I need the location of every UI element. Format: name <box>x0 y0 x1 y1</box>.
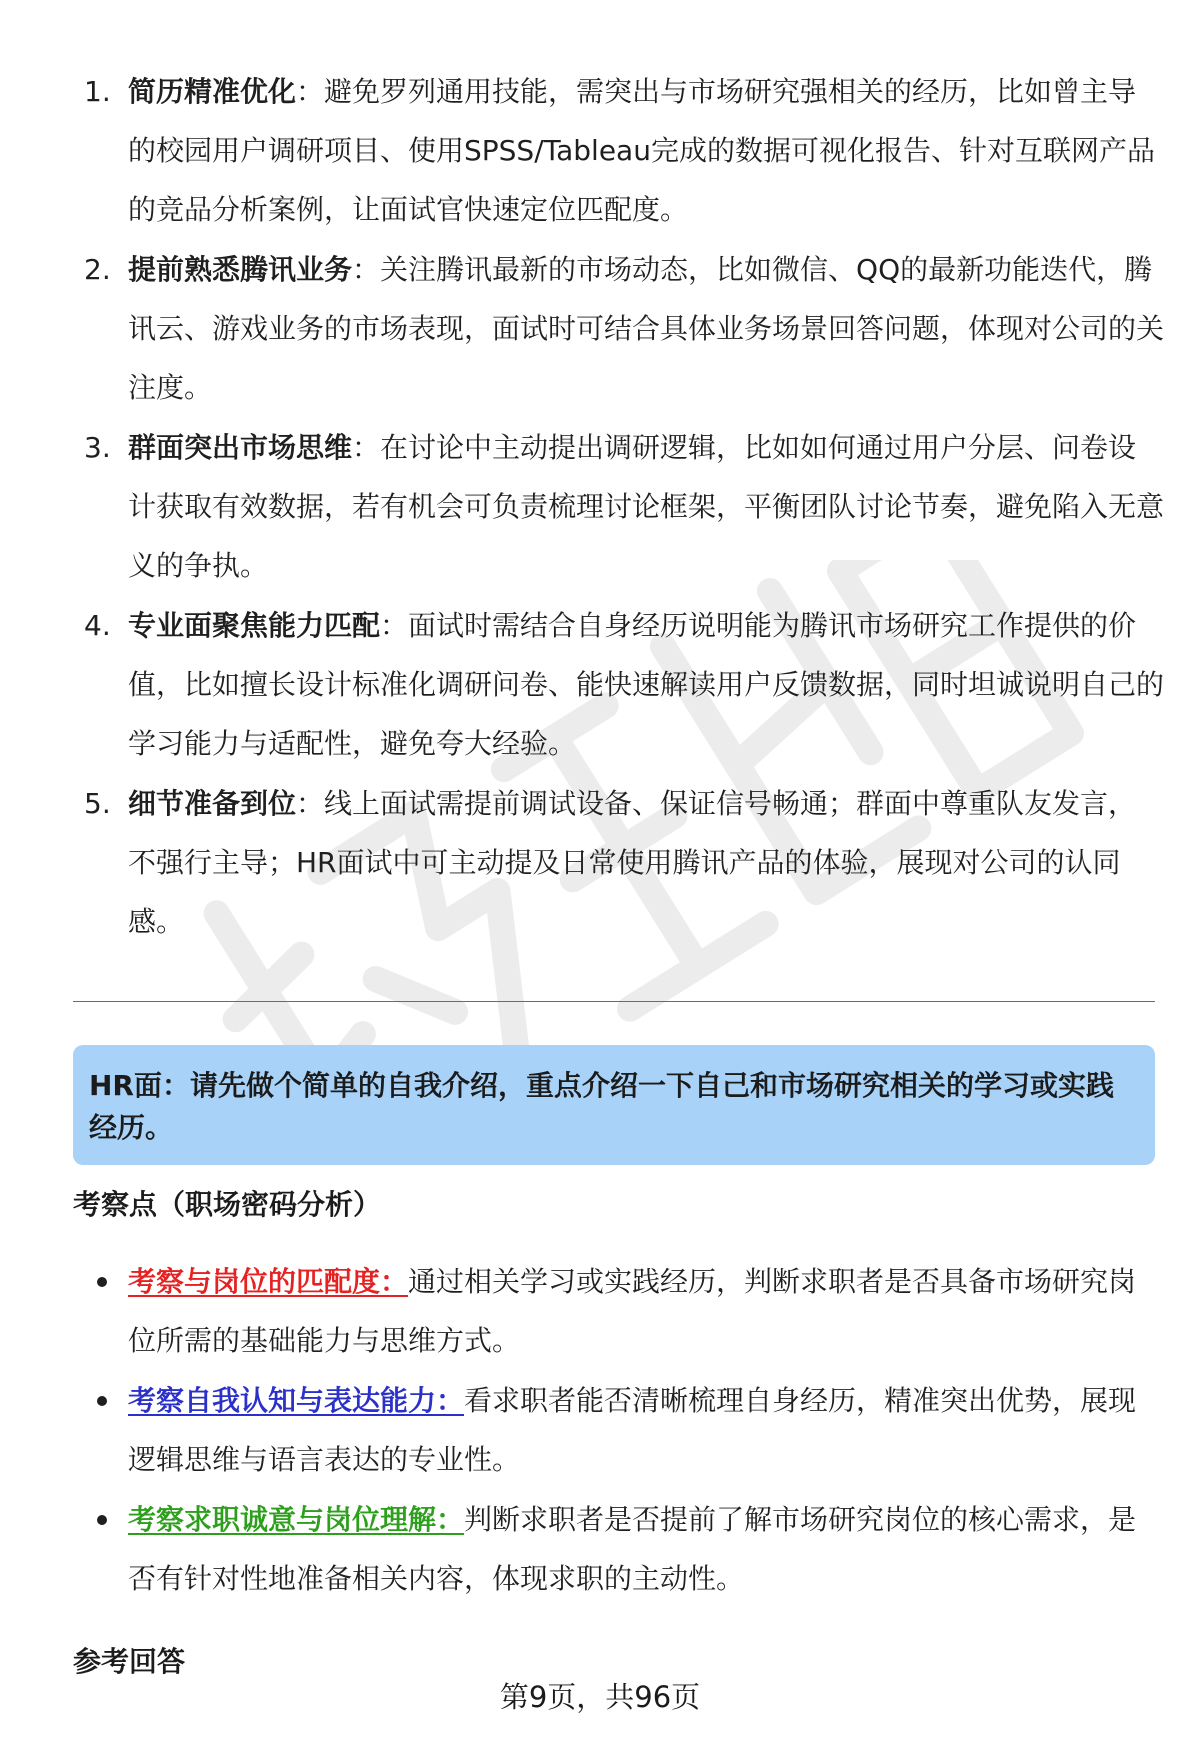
bullet-dot-icon <box>97 1277 107 1287</box>
tip-number: 2. <box>84 253 111 286</box>
analysis-heading: 考察点（职场密码分析） <box>73 1188 382 1221</box>
section-divider <box>73 1001 1155 1002</box>
point-label-link[interactable]: 考察与岗位的匹配度： <box>128 1265 409 1298</box>
tip-separator: ： <box>296 787 325 820</box>
analysis-point <box>78 1252 1164 1370</box>
tip-separator: ： <box>352 253 381 286</box>
tip-title: 细节准备到位 <box>128 787 297 820</box>
tips-list <box>78 62 1164 952</box>
analysis-point <box>78 1371 1164 1489</box>
tip-separator: ： <box>296 75 325 108</box>
analysis-point <box>78 1490 1164 1608</box>
bullet-dot-icon <box>97 1396 107 1406</box>
tip-separator: ： <box>352 431 381 464</box>
tip-item <box>78 596 1164 773</box>
tip-text: 关注腾讯最新的市场动态，比如微信、QQ的最新功能迭代，腾讯云、游戏业务的市场表现，面试时可结合具体业务场景回答问题，体现对公司的关注度。 <box>128 253 1165 404</box>
point-text: 判断求职者是否提前了解市场研究岗位的核心需求，是否有针对性地准备相关内容，体现求职的主动性。 <box>128 1503 1137 1595</box>
point-label-link[interactable]: 考察求职诚意与岗位理解： <box>128 1503 465 1536</box>
tip-text: 线上面试需提前调试设备、保证信号畅通；群面中尊重队友发言，不强行主导；HR面试中可主动提及日常使用腾讯产品的体验，展现对公司的认同感。 <box>128 787 1137 938</box>
tip-number: 4. <box>84 609 111 642</box>
answer-heading: 参考回答 <box>73 1645 186 1678</box>
tip-number: 5. <box>84 787 111 820</box>
question-box <box>73 1045 1155 1165</box>
point-label-link[interactable]: 考察自我认知与表达能力： <box>128 1384 465 1417</box>
tip-title: 群面突出市场思维 <box>128 431 353 464</box>
tip-title: 简历精准优化 <box>128 75 297 108</box>
tip-title: 提前熟悉腾讯业务 <box>128 253 353 286</box>
analysis-points-list <box>78 1252 1164 1609</box>
tip-text: 避免罗列通用技能，需突出与市场研究强相关的经历，比如曾主导的校园用户调研项目、使用SPSS/Tableau完成的数据可视化报告、针对互联网产品的竞品分析案例，让面试官快速定位匹配度。 <box>128 75 1155 226</box>
tip-item <box>78 62 1164 239</box>
page-footer: 第9页，共96页 <box>499 1680 701 1714</box>
tip-number: 3. <box>84 431 111 464</box>
bullet-dot-icon <box>97 1515 107 1525</box>
tip-text: 面试时需结合自身经历说明能为腾讯市场研究工作提供的价值，比如擅长设计标准化调研问卷、能快速解读用户反馈数据，同时坦诚说明自己的学习能力与适配性，避免夸大经验。 <box>128 609 1165 760</box>
tip-title: 专业面聚焦能力匹配 <box>128 609 381 642</box>
tip-item <box>78 418 1164 595</box>
tip-item <box>78 774 1164 951</box>
point-text: 通过相关学习或实践经历，判断求职者是否具备市场研究岗位所需的基础能力与思维方式。 <box>128 1265 1137 1357</box>
tip-item <box>78 240 1164 417</box>
tip-separator: ： <box>380 609 409 642</box>
question-text: HR面：请先做个简单的自我介绍，重点介绍一下自己和市场研究相关的学习或实践经历。 <box>89 1069 1114 1144</box>
point-text: 看求职者能否清晰梳理自身经历，精准突出优势，展现逻辑思维与语言表达的专业性。 <box>128 1384 1137 1476</box>
tip-text: 在讨论中主动提出调研逻辑，比如如何通过用户分层、问卷设计获取有效数据，若有机会可负责梳理讨论框架，平衡团队讨论节奏，避免陷入无意义的争执。 <box>128 431 1165 582</box>
tip-number: 1. <box>84 75 111 108</box>
